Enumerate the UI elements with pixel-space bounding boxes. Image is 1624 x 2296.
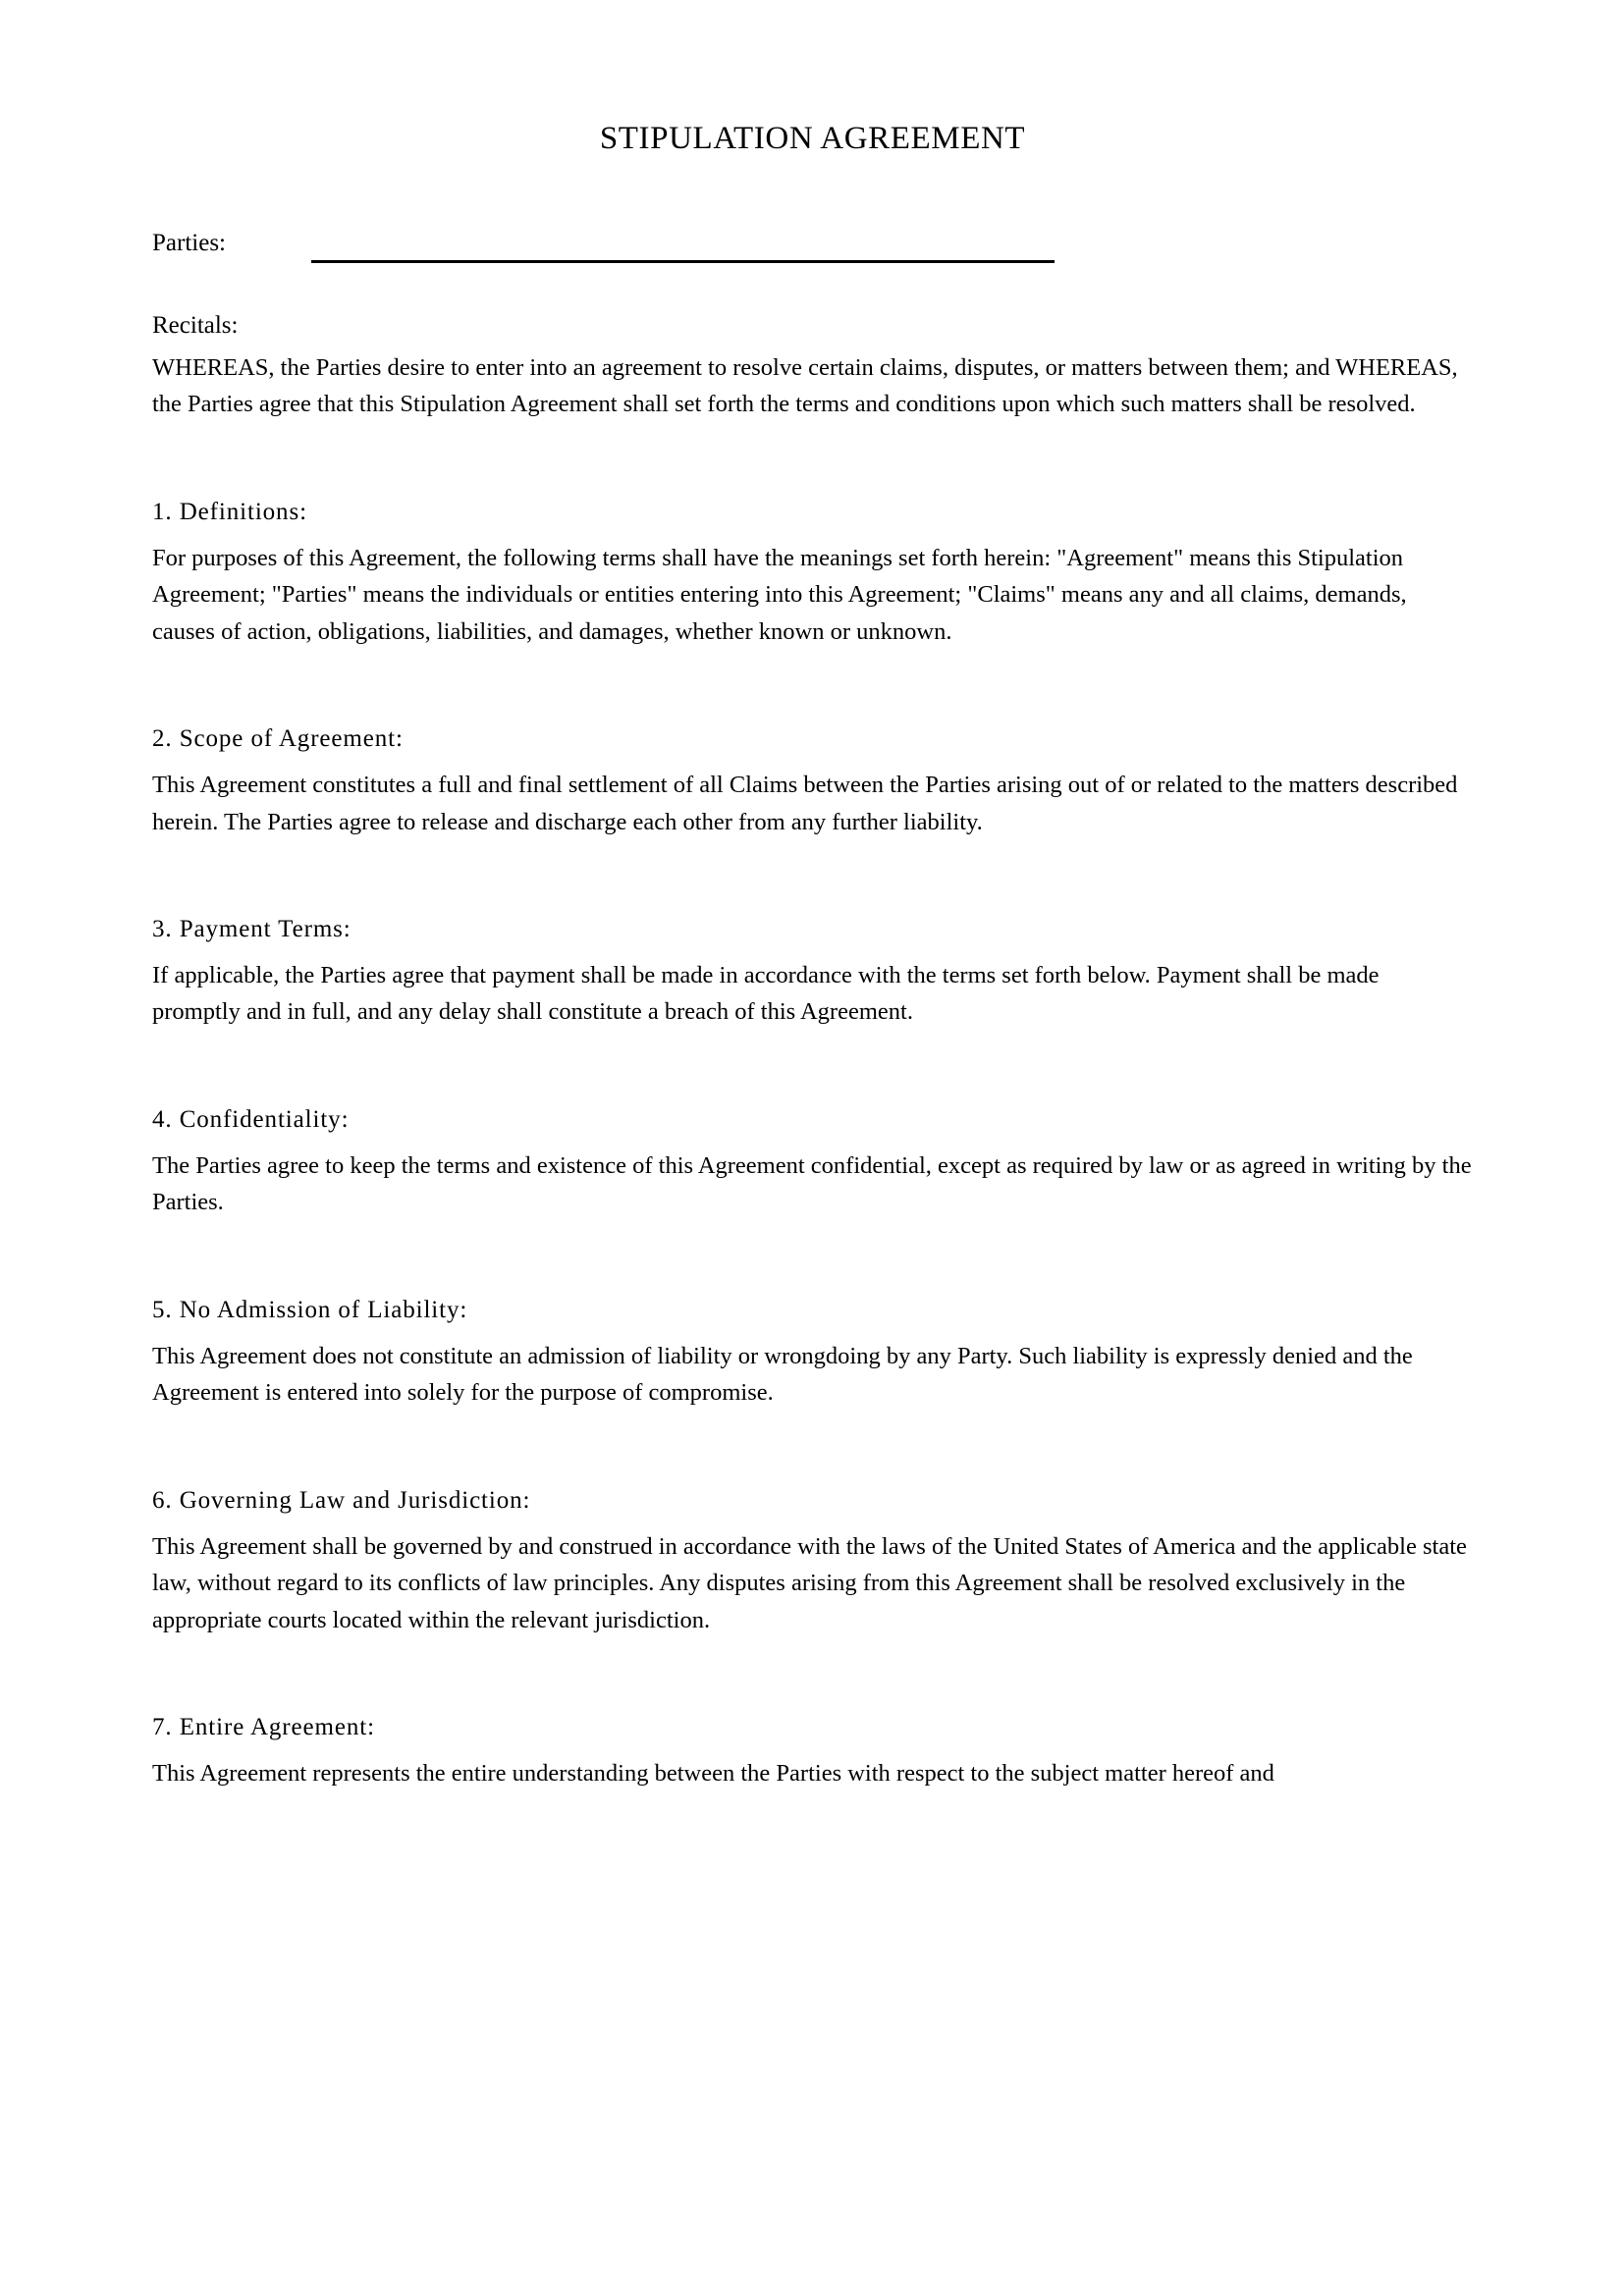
document-body xyxy=(152,0,1473,1792)
section-body-payment-terms: If applicable, the Parties agree that payment shall be made in accordance with the terms set forth below. Payment shall be made promptly and in full, and any delay shall constitute a breach of this Agreement. xyxy=(152,962,1380,1026)
section-heading-definitions: 1. Definitions: xyxy=(152,498,307,525)
section-body-confidentiality: The Parties agree to keep the terms and existence of this Agreement confidential, except as required by law or as agreed in writing by the Parties. xyxy=(152,1152,1472,1216)
section-scope-of-agreement xyxy=(152,723,1473,840)
section-governing-law-and-jurisdiction xyxy=(152,1485,1473,1638)
parties-fill-in-line[interactable] xyxy=(311,260,1055,263)
parties-field-row xyxy=(152,220,1473,265)
section-entire-agreement xyxy=(152,1712,1473,1792)
section-body-governing-law-and-jurisdiction: This Agreement shall be governed by and construed in accordance with the laws of the United States of America and the applicable state law, without regard to its conflicts of law principles. Any disputes arising from this Agreement shall be resolved exclusively in the appropriate courts located within the relevant jurisdiction. xyxy=(152,1533,1467,1633)
section-recitals xyxy=(152,310,1473,423)
recitals-heading: Recitals: xyxy=(152,311,239,339)
section-confidentiality xyxy=(152,1104,1473,1221)
section-body-definitions: For purposes of this Agreement, the following terms shall have the meanings set forth herein: "Agreement" means this Stipulation Agreement; "Parties" means the individuals or entities entering into this Agreement; "Claims" means any and all claims, demands, causes of action, obligations, liabilities, and damages, whether known or unknown. xyxy=(152,545,1407,645)
page-title: STIPULATION AGREEMENT xyxy=(599,121,1026,156)
section-no-admission-of-liability xyxy=(152,1295,1473,1412)
section-definitions xyxy=(152,497,1473,650)
section-heading-no-admission-of-liability: 5. No Admission of Liability: xyxy=(152,1296,468,1323)
recitals-body: WHEREAS, the Parties desire to enter into an agreement to resolve certain claims, disputes, or matters between them; and WHEREAS, the Parties agree that this Stipulation Agreement shall set forth the terms and conditions upon which such matters shall be resolved. xyxy=(152,354,1458,418)
section-heading-governing-law-and-jurisdiction: 6. Governing Law and Jurisdiction: xyxy=(152,1486,531,1514)
section-heading-payment-terms: 3. Payment Terms: xyxy=(152,915,352,942)
section-heading-scope-of-agreement: 2. Scope of Agreement: xyxy=(152,724,404,752)
section-payment-terms xyxy=(152,914,1473,1031)
parties-label: Parties: xyxy=(152,230,226,257)
section-heading-confidentiality: 4. Confidentiality: xyxy=(152,1105,350,1133)
section-body-entire-agreement: This Agreement represents the entire understanding between the Parties with respect to the subject matter hereof and xyxy=(152,1760,1274,1788)
section-body-no-admission-of-liability: This Agreement does not constitute an admission of liability or wrongdoing by any Party. Such liability is expressly denied and the Agreement is entered into solely for the purpose of compromise. xyxy=(152,1343,1413,1407)
section-body-scope-of-agreement: This Agreement constitutes a full and final settlement of all Claims between the Parties arising out of or related to the matters described herein. The Parties agree to release and discharge each other from any further liability. xyxy=(152,772,1458,835)
section-heading-entire-agreement: 7. Entire Agreement: xyxy=(152,1713,375,1740)
